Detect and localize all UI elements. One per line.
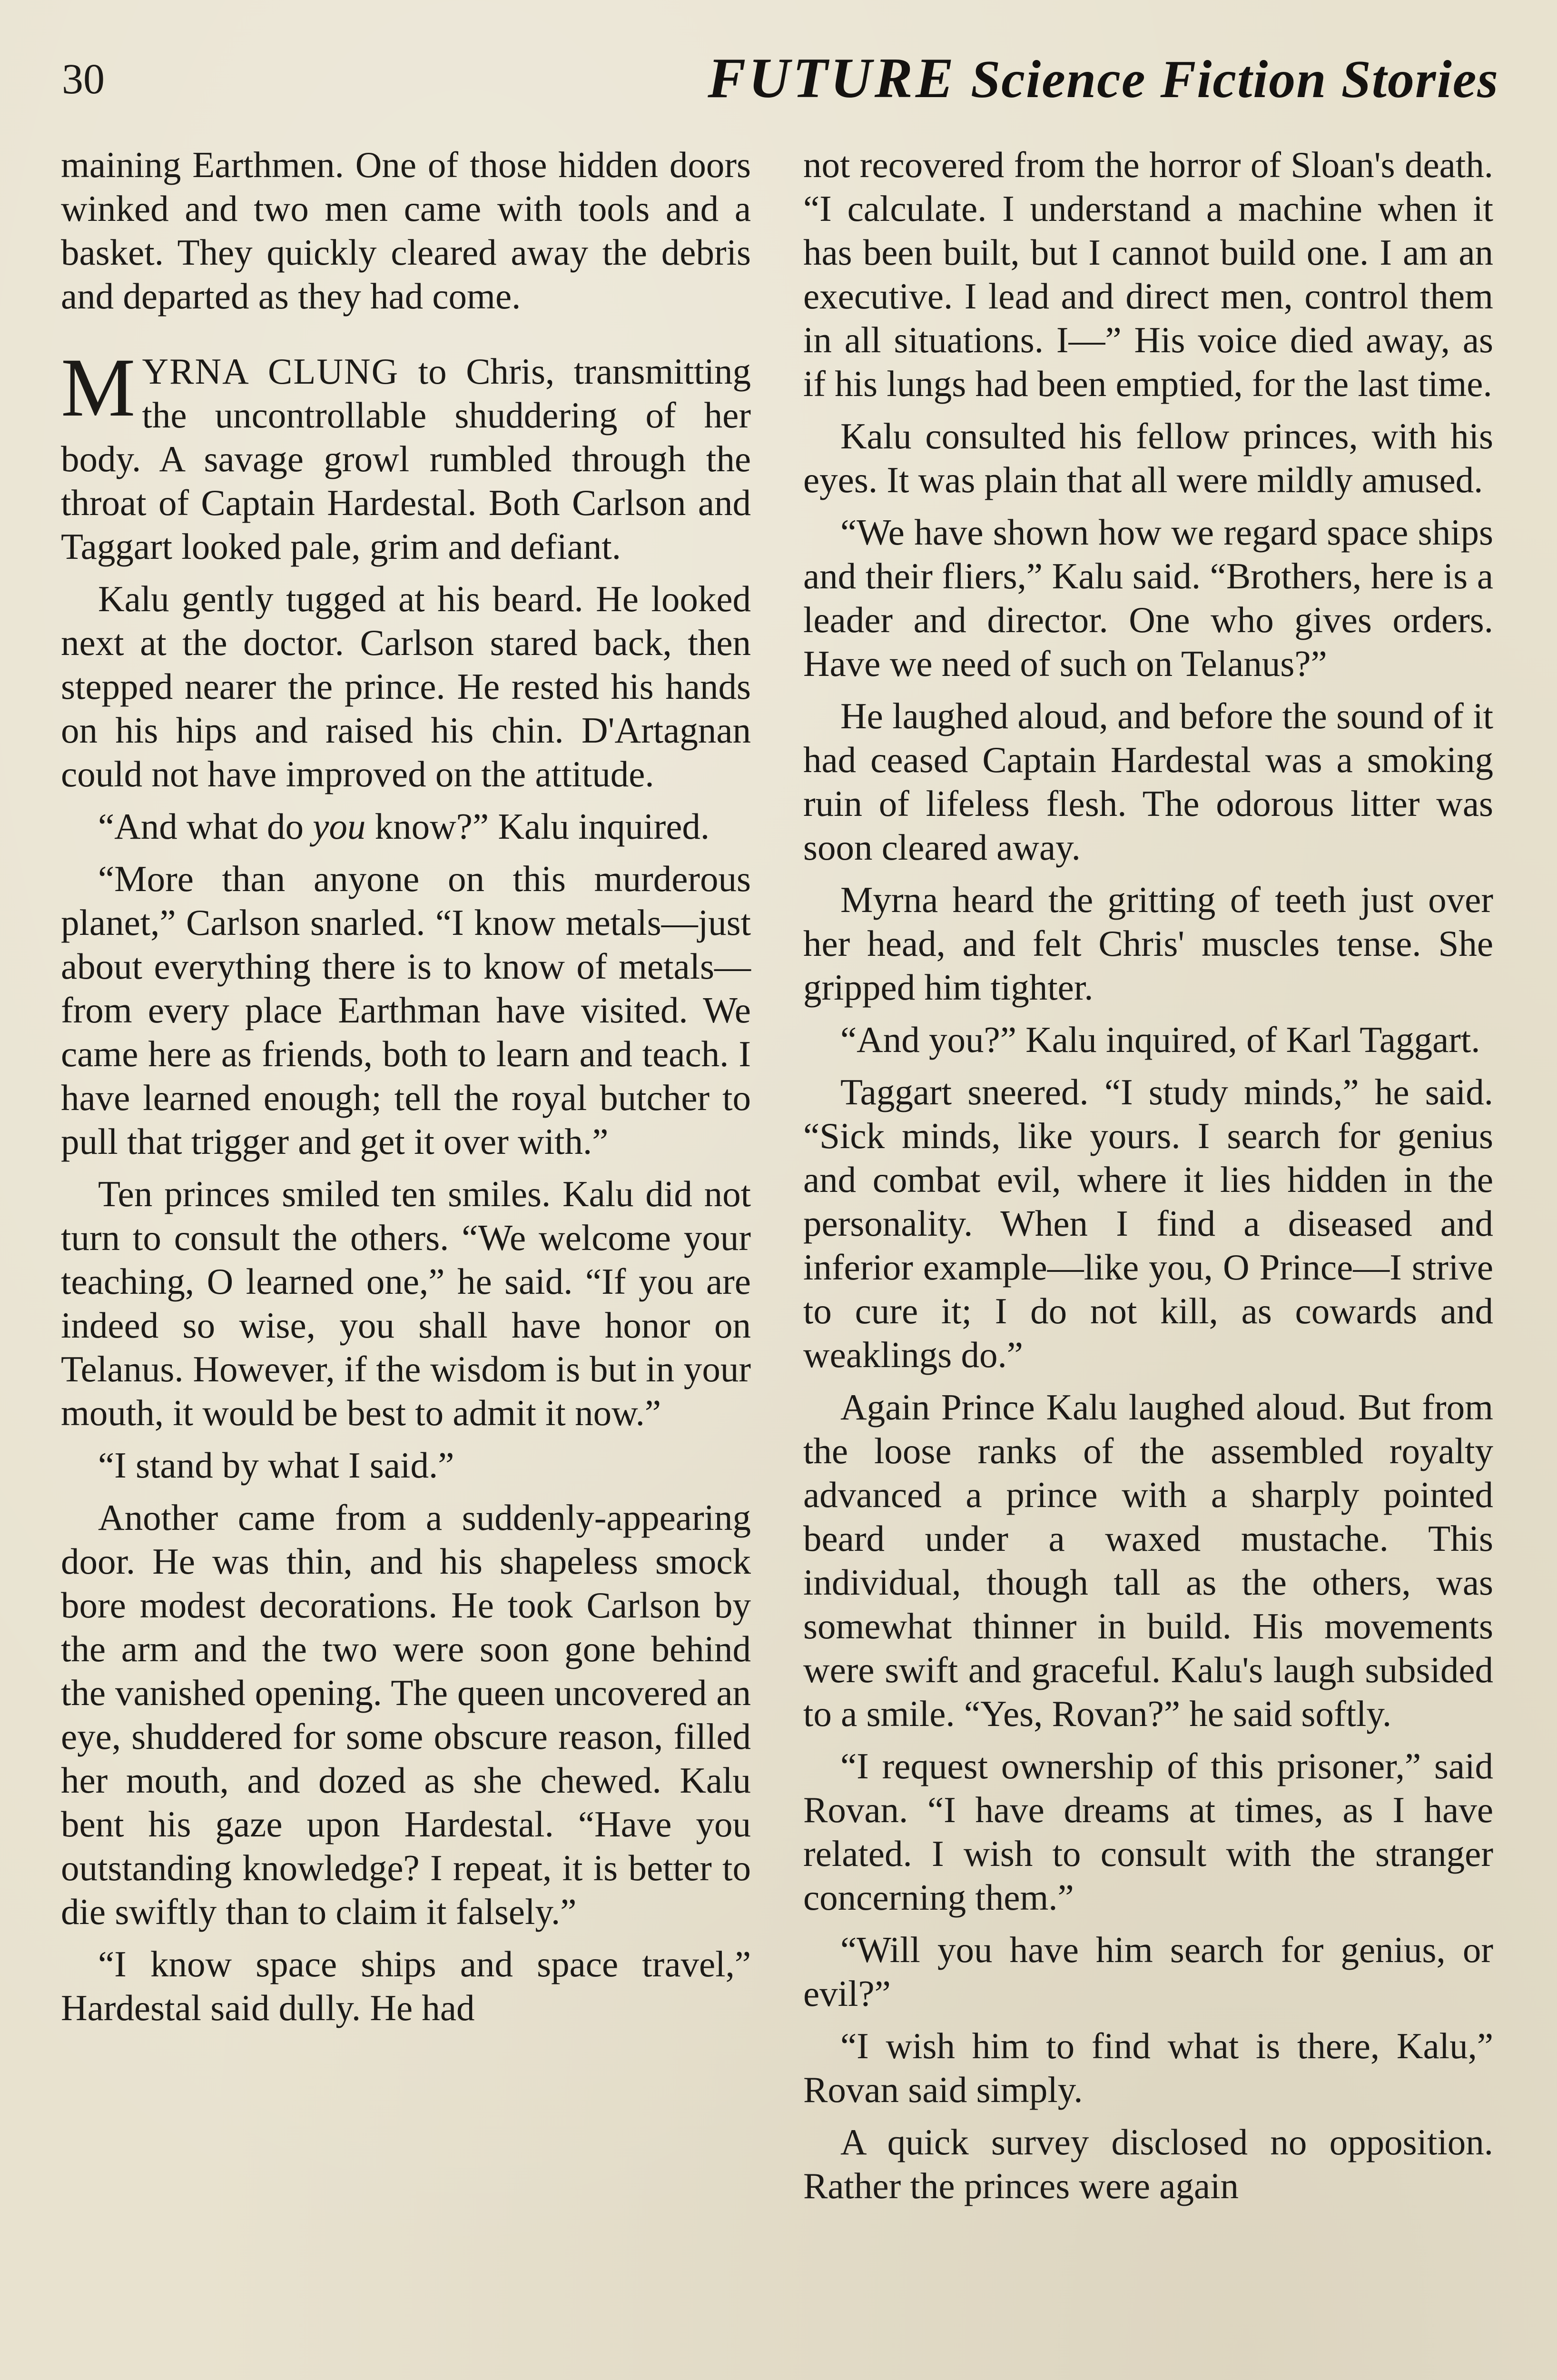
paragraph: Ten princes smiled ten smiles. Kalu did not turn to consult the others. “We welcome your teaching, O learned one,” he said. “If you are indeed so wise, you shall have honor on Telanus. However, if the wisdom is but in your mouth, it would be best to admit it now.” [61, 1173, 751, 1433]
paragraph: maining Earthmen. One of those hidden doors winked and two men came with tools and a basket. They quickly cleared away the debris and departed as they had come. [61, 144, 751, 317]
paragraph: Kalu consulted his fellow princes, with his eyes. It was plain that all were mildly amused. [803, 416, 1493, 500]
paragraph: “I request ownership of this prisoner,” said Rovan. “I have dreams at times, as I have related. I wish to consult with the stranger concerning them.” [803, 1745, 1493, 1918]
paragraph [61, 804, 751, 848]
paragraph: “More than anyone on this murderous planet,” Carlson snarled. “I know metals—just about everything there is to know of metals—from every place Earthman have visited. We came here as friends, both to learn and teach. I have learned enough; tell the royal butcher to pull that trigger and get it over with.” [61, 858, 751, 1162]
paragraph: Kalu gently tugged at his beard. He looked next at the doctor. Carlson stared back, then stepped nearer the prince. He rested his hands on his hips and raised his chin. D'Artagnan could not have improved on the attitude. [61, 578, 751, 794]
paragraph: “And you?” Kalu inquired, of Karl Taggart. [840, 1019, 1480, 1060]
paragraph: Again Prince Kalu laughed aloud. But from the loose ranks of the assembled royalty advanced a prince with a sharply pointed beard under a waxed mustache. This individual, though tall as the others, was somewhat thinner in build. His movements were swift and graceful. Kalu's laugh subsided to a smile. “Yes, Rovan?” he said softly. [803, 1387, 1493, 1734]
section-start-paragraph [61, 341, 751, 568]
page-header [62, 45, 1504, 117]
paragraph: “We have shown how we regard space ships and their fliers,” Kalu said. “Brothers, here is a leader and director. One who gives orders. Have we need of such on Telanus?” [803, 512, 1493, 684]
page-number: 30 [62, 56, 105, 103]
paragraph: He laughed aloud, and before the sound of it had ceased Captain Hardestal was a smoking ruin of lifeless flesh. The odorous litter was soon cleared away. [803, 695, 1493, 868]
paragraph: “Will you have him search for genius, or evil?” [803, 1929, 1493, 2014]
left-column [61, 143, 751, 2380]
paragraph-text: “And what do [98, 806, 313, 847]
paragraph: Another came from a suddenly-appearing door. He was thin, and his shapeless smock bore modest decorations. He took Carlson by the arm and the two were soon gone behind the vanished opening. The queen uncovered an eye, shuddered for some obscure reason, filled her mouth, and dozed as she chewed. Kalu bent his gaze upon Hardestal. “Have you outstanding knowledge? I repeat, it is better to die swiftly than to claim it falsely.” [61, 1497, 751, 1932]
paragraph-text: know?” Kalu inquired. [365, 806, 710, 847]
paragraph: Taggart sneered. “I study minds,” he said. “Sick minds, like yours. I search for genius and combat evil, where it lies hidden in the personality. When I find a diseased and inferior example—like you, O Prince—I strive to cure it; I do not kill, as cowards and weaklings do.” [803, 1071, 1493, 1375]
paragraph: Myrna heard the gritting of teeth just over her head, and felt Chris' muscles tense. She gripped him tighter. [803, 879, 1493, 1008]
magazine-subtitle: Science Fiction Stories [971, 50, 1499, 109]
magazine-name: FUTURE [708, 46, 956, 109]
running-title [708, 45, 1499, 111]
paragraph: “I wish him to find what is there, Kalu,” Rovan said simply. [803, 2025, 1493, 2110]
paragraph: A quick survey disclosed no opposition. Rather the princes were again [803, 2122, 1493, 2206]
right-column [803, 143, 1493, 2380]
small-caps-lead: YRNA CLUNG [142, 351, 399, 392]
drop-cap: M [61, 341, 136, 434]
paragraph: “I stand by what I said.” [98, 1445, 454, 1486]
paragraph-text: to Chris, transmitting the uncontrollable shuddering of her body. A savage growl rumbled through the throat of Captain Hardestal. Both Carlson and Taggart looked pale, grim and defiant. [61, 351, 751, 567]
paragraph: “I know space ships and space travel,” Hardestal said dully. He had [61, 1944, 751, 2028]
emphasis-text: you [313, 806, 366, 847]
paragraph: not recovered from the horror of Sloan's death. “I calculate. I understand a machine when it has been built, but I cannot build one. I am an executive. I lead and direct men, control them in all situations. I—” His voice died away, as if his lungs had been emptied, for the last time. [803, 144, 1493, 404]
